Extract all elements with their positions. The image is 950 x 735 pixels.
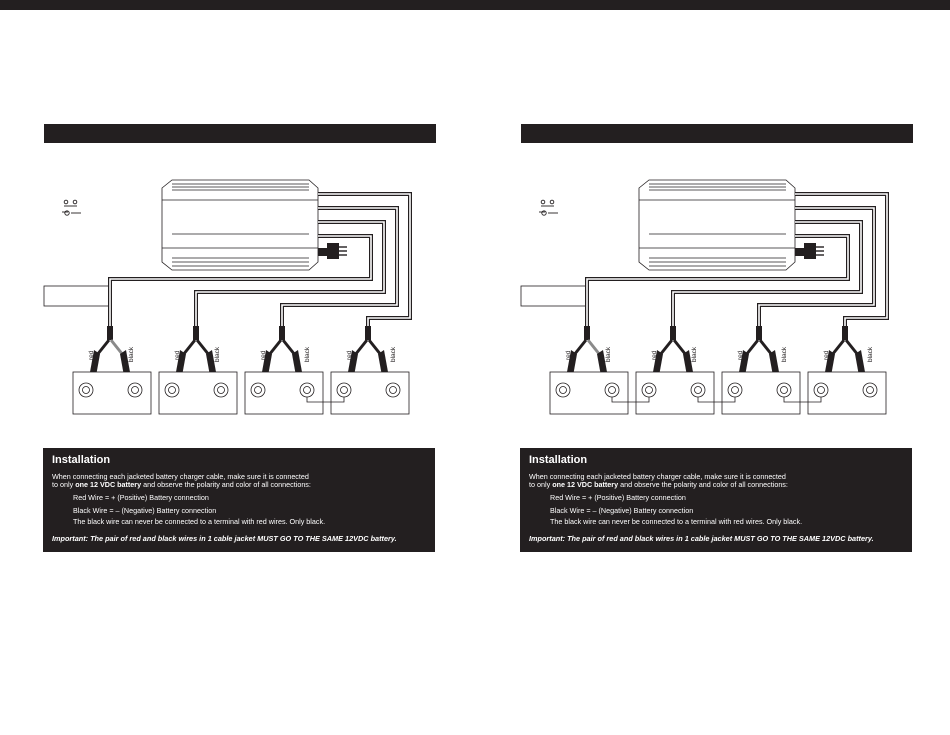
note-line: The black wire can never be connected to a terminal with red wires. Only black. (73, 517, 326, 526)
charger-unit (639, 180, 795, 270)
wire-label-black: black (390, 346, 397, 362)
line2-bold: one 12 VDC battery (552, 480, 619, 489)
line2-post: and observe the polarity and color of all connections: (141, 480, 311, 489)
red-wire-line: Red Wire = + (Positive) Battery connection (550, 493, 686, 502)
ac-plug (795, 243, 824, 259)
black-wire-line: Black Wire = – (Negative) Battery connection (550, 506, 694, 515)
section-header-bar (521, 124, 913, 143)
installation-line1: When connecting each jacketed battery charger cable, make sure it is connected (529, 472, 786, 481)
battery-row (550, 372, 886, 414)
panel-right (477, 0, 950, 735)
label-box (521, 286, 587, 306)
installation-box (43, 448, 435, 552)
wire-label-red: red (346, 350, 353, 360)
installation-title: Installation (52, 454, 111, 466)
charger-unit (162, 180, 318, 270)
wire-label-black: black (867, 346, 874, 362)
wire-label-black: black (691, 346, 698, 362)
wire-label-black: black (781, 346, 788, 362)
line2-pre: to only (529, 480, 553, 489)
wire-label-black: black (214, 346, 221, 362)
installation-box (520, 448, 912, 552)
wire-label-black: black (605, 346, 612, 362)
red-wire-line: Red Wire = + (Positive) Battery connection (73, 493, 209, 502)
section-header-bar (44, 124, 436, 143)
legend-icon (539, 200, 558, 215)
legend-icon (62, 200, 81, 215)
important-note: Important: The pair of red and black wires in 1 cable jacket MUST GO TO THE SAME 12VDC battery. (529, 534, 874, 543)
battery-row (73, 372, 409, 414)
line2-bold: one 12 VDC battery (75, 480, 142, 489)
wire-label-black: black (304, 346, 311, 362)
label-box (44, 286, 110, 306)
wire-label-red: red (565, 350, 572, 360)
installation-line1: When connecting each jacketed battery charger cable, make sure it is connected (52, 472, 309, 481)
line2-post: and observe the polarity and color of all connections: (618, 480, 788, 489)
black-wire-line: Black Wire = – (Negative) Battery connection (73, 506, 217, 515)
wire-label-red: red (651, 350, 658, 360)
wire-label-red: red (260, 350, 267, 360)
wire-label-black: black (128, 346, 135, 362)
installation-line2 (529, 480, 788, 489)
important-note: Important: The pair of red and black wires in 1 cable jacket MUST GO TO THE SAME 12VDC battery. (52, 534, 397, 543)
wiring-diagram (477, 0, 950, 735)
wire-label-red: red (174, 350, 181, 360)
note-line: The black wire can never be connected to a terminal with red wires. Only black. (550, 517, 803, 526)
installation-line2 (52, 480, 311, 489)
line2-pre: to only (52, 480, 76, 489)
ac-plug (318, 243, 347, 259)
wire-label-red: red (823, 350, 830, 360)
wire-label-red: red (88, 350, 95, 360)
wire-label-red: red (737, 350, 744, 360)
installation-title: Installation (529, 454, 588, 466)
